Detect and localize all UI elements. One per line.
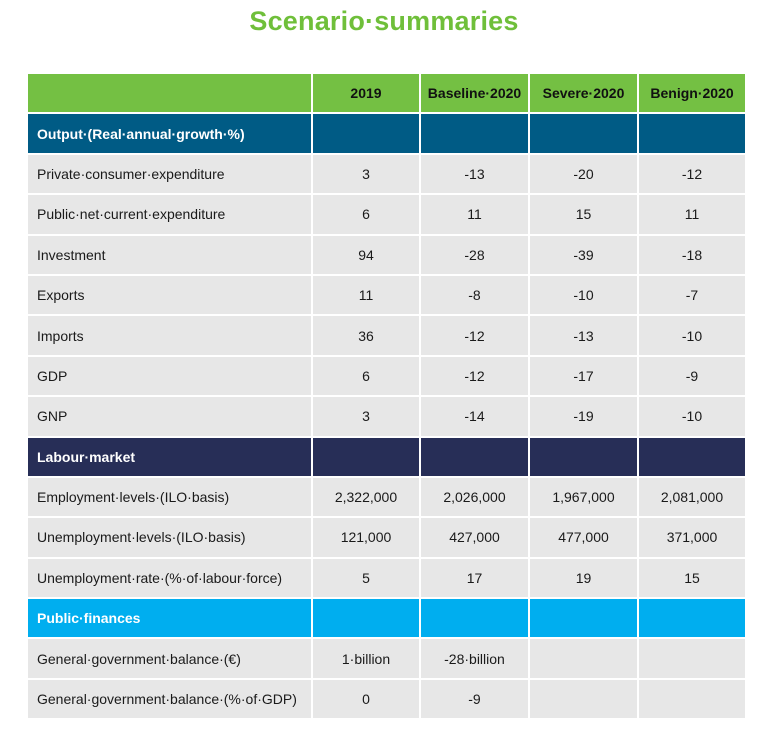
section-header-output [28, 114, 745, 152]
table-cell [530, 639, 637, 677]
table-row [28, 316, 745, 354]
table-cell [530, 680, 637, 718]
table-cell: -13 [530, 316, 637, 354]
table-cell: 15 [530, 195, 637, 233]
row-label: General·government·balance·(%·of·GDP) [28, 680, 311, 718]
table-cell: -20 [530, 155, 637, 193]
section-header-labour-market [28, 438, 745, 476]
table-cell: -12 [421, 357, 528, 395]
table-cell: -18 [639, 236, 745, 274]
row-label: Unemployment·rate·(%·of·labour·force) [28, 559, 311, 597]
table-cell: -28 [421, 236, 528, 274]
table-cell: -13 [421, 155, 528, 193]
table-row [28, 559, 745, 597]
table-row [28, 357, 745, 395]
table-cell: 3 [313, 155, 419, 193]
table-cell: 11 [421, 195, 528, 233]
table-cell: 15 [639, 559, 745, 597]
row-label: Public·net·current·expenditure [28, 195, 311, 233]
row-label: Imports [28, 316, 311, 354]
header-cell-2019: 2019 [313, 74, 419, 112]
table-cell: 6 [313, 195, 419, 233]
table-row [28, 236, 745, 274]
table-cell: -12 [421, 316, 528, 354]
table-cell: 5 [313, 559, 419, 597]
table-cell: -10 [639, 397, 745, 435]
table-cell: 11 [313, 276, 419, 314]
header-cell-empty [28, 74, 311, 112]
table-cell: -10 [639, 316, 745, 354]
table-cell: -19 [530, 397, 637, 435]
table-cell: -9 [421, 680, 528, 718]
table-cell: 121,000 [313, 518, 419, 556]
table-row [28, 639, 745, 677]
table-cell: 19 [530, 559, 637, 597]
table-cell: 6 [313, 357, 419, 395]
table-cell: -28·billion [421, 639, 528, 677]
header-cell-baseline-2020: Baseline·2020 [421, 74, 528, 112]
table-cell: 1,967,000 [530, 478, 637, 516]
table-cell: -14 [421, 397, 528, 435]
table-cell [639, 680, 745, 718]
table-cell: 0 [313, 680, 419, 718]
row-label: Unemployment·levels·(ILO·basis) [28, 518, 311, 556]
table-cell: 3 [313, 397, 419, 435]
table-row [28, 397, 745, 435]
table-cell: 11 [639, 195, 745, 233]
scenario-summary-table [26, 72, 747, 720]
header-cell-benign-2020: Benign·2020 [639, 74, 745, 112]
table-row [28, 155, 745, 193]
section-header-public-finances [28, 599, 745, 637]
table-row [28, 276, 745, 314]
section-title: Public·finances [28, 599, 311, 637]
table-row [28, 680, 745, 718]
section-title: Output·(Real·annual·growth·%) [28, 114, 311, 152]
row-label: GDP [28, 357, 311, 395]
table-cell: 2,322,000 [313, 478, 419, 516]
table-cell: -17 [530, 357, 637, 395]
row-label: General·government·balance·(€) [28, 639, 311, 677]
header-cell-severe-2020: Severe·2020 [530, 74, 637, 112]
table-header-row [28, 74, 745, 112]
table-cell [639, 639, 745, 677]
row-label: GNP [28, 397, 311, 435]
section-title: Labour·market [28, 438, 311, 476]
table-cell: 36 [313, 316, 419, 354]
row-label: Investment [28, 236, 311, 274]
row-label: Exports [28, 276, 311, 314]
table-cell: 477,000 [530, 518, 637, 556]
table-row [28, 195, 745, 233]
table-cell: -7 [639, 276, 745, 314]
table-cell: 2,026,000 [421, 478, 528, 516]
table-cell: -9 [639, 357, 745, 395]
row-label: Private·consumer·expenditure [28, 155, 311, 193]
table-cell: 427,000 [421, 518, 528, 556]
table-cell: -10 [530, 276, 637, 314]
table-cell: 2,081,000 [639, 478, 745, 516]
table-cell: 17 [421, 559, 528, 597]
table-cell: -39 [530, 236, 637, 274]
table-row [28, 518, 745, 556]
table-cell: 1·billion [313, 639, 419, 677]
page-title: Scenario·summaries [249, 6, 519, 36]
table-cell: 94 [313, 236, 419, 274]
table-cell: 371,000 [639, 518, 745, 556]
table-row [28, 478, 745, 516]
row-label: Employment·levels·(ILO·basis) [28, 478, 311, 516]
table-cell: -8 [421, 276, 528, 314]
table-cell: -12 [639, 155, 745, 193]
